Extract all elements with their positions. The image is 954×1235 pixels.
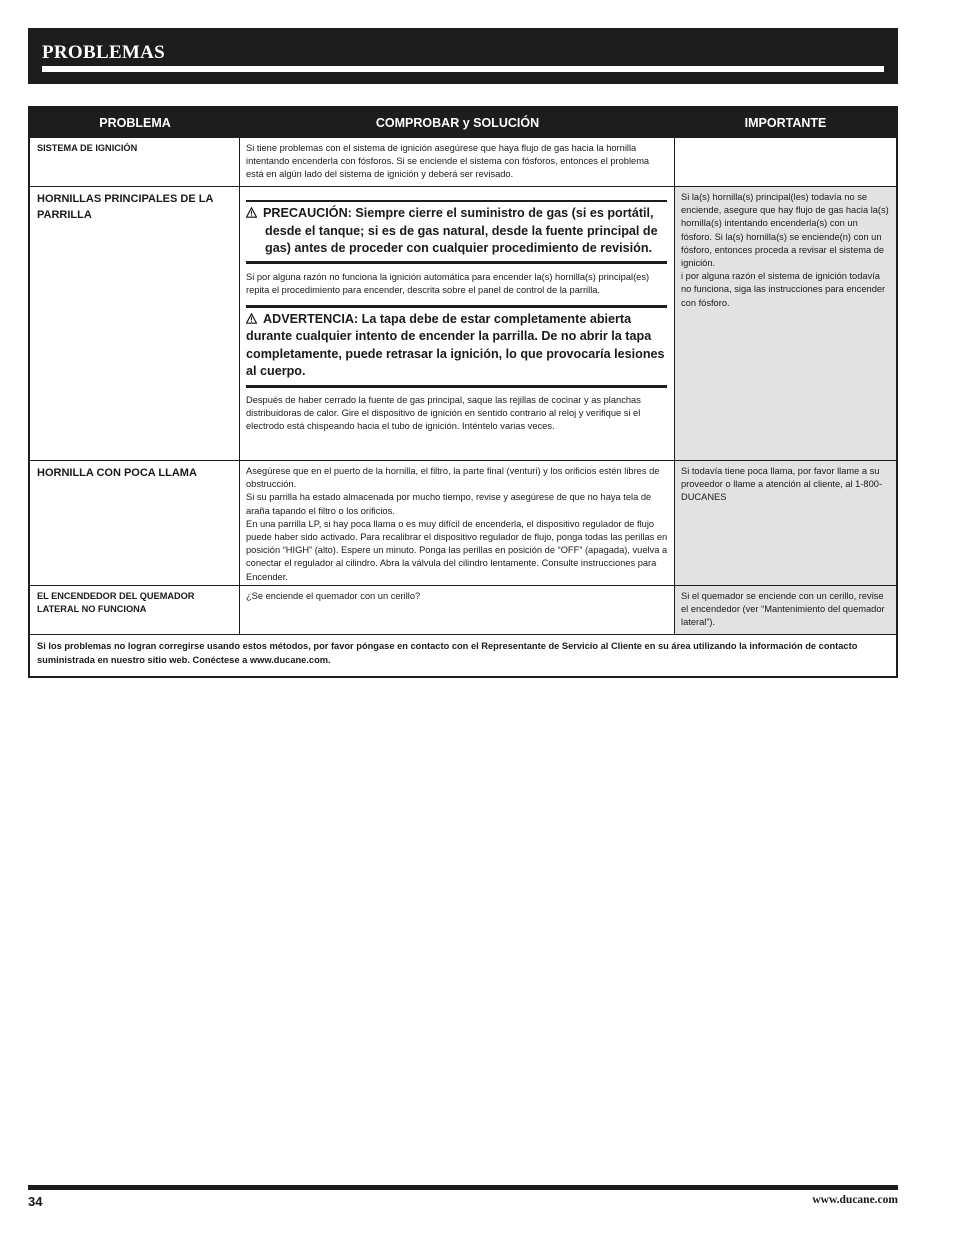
important-cell [675,138,896,186]
problem-cell: HORNILLAS PRINCIPALES DE LA PARRILLA [30,187,240,460]
table-row [30,585,896,634]
important-cell: Si todavía tiene poca llama, por favor llame a su proveedor o llame a atención al cliente, al 1-800-DUCANES [675,461,896,585]
table-footer-note: Si los problemas no logran corregirse usando estos métodos, por favor póngase en contacto con el Representante de Servicio al Cliente en su área utilizando la información de contacto suministrada en nuestro sitio web. Conéctese a www.ducane.com. [30,634,896,676]
table-row [30,460,896,585]
solution-cell: Si tiene problemas con el sistema de ignición asegúrese que haya flujo de gas hacia la hornilla intentando encenderla con fósforos. Si se enciende el sistema con fósforos, entonces el problema está en algún lado del sistema de ignición y deberá ser revisado. [240,138,675,186]
problem-cell: SISTEMA DE IGNICIÓN [30,138,240,186]
caution-box [246,200,667,264]
caution-text: PRECAUCIÓN: Siempre cierre el suministro de gas (si es portátil, desde el tanque; si es de gas natural, desde la fuente principal de gas) antes de proceder con cualquier procedimiento de revisión. [263,206,658,255]
footer-rule [28,1185,898,1190]
warning-text: ADVERTENCIA: La tapa debe de estar completamente abierta durante cualquier intento de encender la parrilla. De no abrir la tapa completamente, puede retrasar la ignición, lo que provocaría lesiones al cuerpo. [246,311,665,379]
page-title: PROBLEMAS [42,42,166,63]
solution-text-b: Después de haber cerrado la fuente de gas principal, saque las rejillas de cocinar y as planchas distribuidoras de calor. Gire el dispositivo de ignición en sentido contrario al reloj y verifique si el electrodo está chispeando hacia el tubo de ignición. Inténtelo varias veces. [246,394,641,432]
solution-cell: ¿Se enciende el quemador con un cerillo? [240,586,675,634]
table-row [30,137,896,186]
website-link[interactable]: www.ducane.com [812,1194,898,1206]
header-rule [42,66,884,72]
warning-triangle-icon [246,207,257,218]
warning-box [246,305,667,388]
column-header-problema: PROBLEMA [99,115,171,130]
column-header-comprobar: COMPROBAR y SOLUCIÓN [375,115,540,130]
page-number: 34 [28,1194,43,1209]
table-header [30,108,896,137]
solution-cell: Asegúrese que en el puerto de la hornilla, el filtro, la parte final (venturi) y los orificios estén libres de obstrucción. Si su parrilla ha estado almacenada por mucho tiempo, revise y asegúrese de que no haya tela de araña tapando el filtro o los orificios. En una parrilla LP, si hay poca llama o es muy difícil de encenderla, el dispositivo regulador de flujo puede haber sido activado. Para recalibrar el dispositivo regulador de flujo, ponga todas las perillas en posición “HIGH” (alto). Espere un minuto. Ponga las perillas en posición de “OFF” (apagada), vuelva a conectar el regulador al cilindro. Abra la válvula del cilindro lentamente. Consulte instrucciones para Encender. [240,461,675,585]
table-row [30,186,896,460]
solution-cell [240,187,675,460]
warning-triangle-icon [246,313,257,324]
solution-text-a: Si por alguna razón no funciona la ignición automática para encender la(s) hornilla(s) principal(es) repita el procedimiento para encender, descrita sobre el panel de control de la parrilla. [246,271,650,295]
troubleshooting-table [28,106,898,678]
column-header-importante: IMPORTANTE [744,115,827,130]
problem-cell: EL ENCENDEDOR DEL QUEMADOR LATERAL NO FUNCIONA [30,586,240,634]
important-cell: Si el quemador se enciende con un cerillo, revise el encendedor (ver “Mantenimiento del quemador lateral”). [675,586,896,634]
problem-cell: HORNILLA CON POCA LLAMA [30,461,240,585]
page-header-banner [28,28,898,84]
important-cell: Si la(s) hornilla(s) principal(les) todavía no se enciende, asegure que hay flujo de gas hacia la(s) hornilla(s) intentando encenderla(s) con un fósforo. Si la(s) hornilla(s) se enciende(n) con un fósforo, entonces proceda a revisar el sistema de ignición. i por alguna razón el sistema de ignición todavía no funciona, siga las instrucciones para encender con fósforo. [675,187,896,460]
